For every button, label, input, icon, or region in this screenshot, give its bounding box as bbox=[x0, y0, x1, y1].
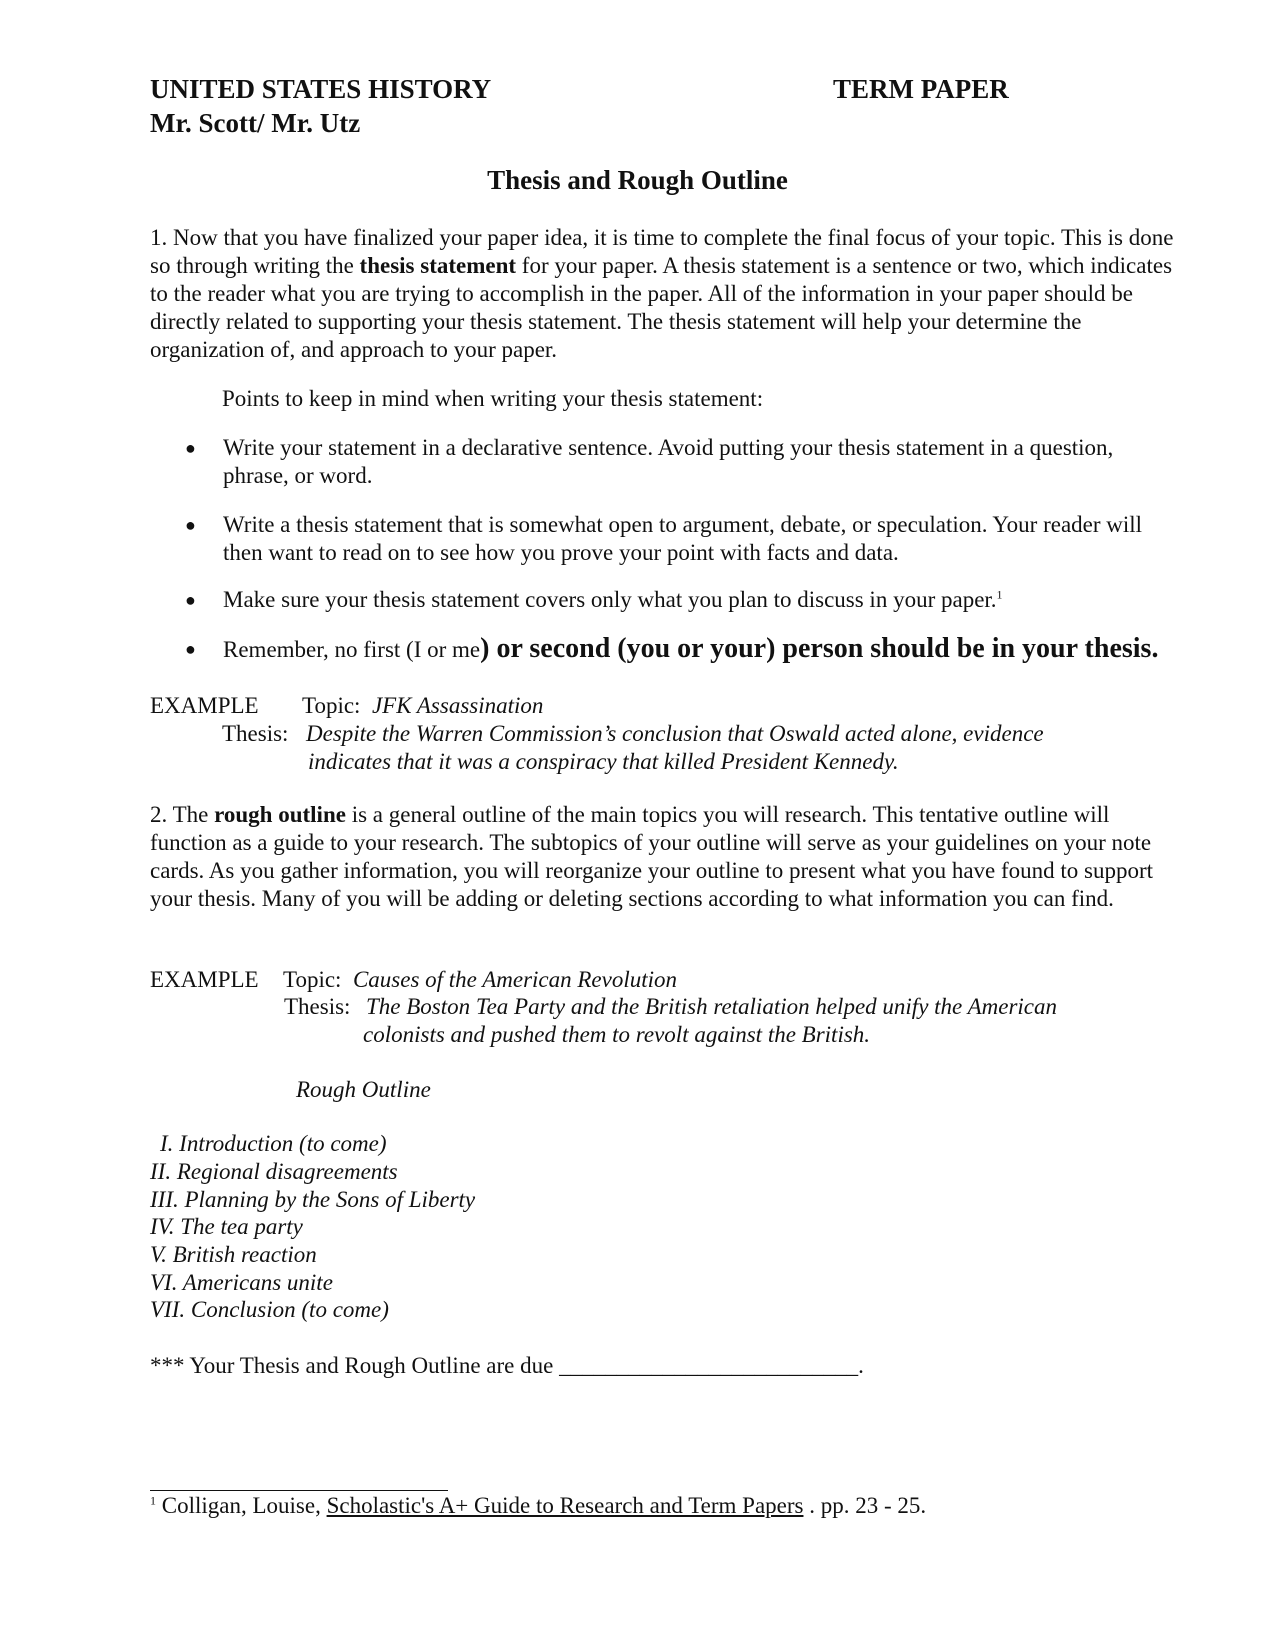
example-topic bbox=[302, 692, 543, 720]
example-label: EXAMPLE bbox=[150, 967, 259, 992]
section2-paragraph bbox=[150, 801, 1190, 913]
outline-item: V. British reaction bbox=[150, 1242, 317, 1267]
example-topic bbox=[283, 966, 677, 994]
bullet-text-part-b: ) or second (you or your) person should be in your thesis. bbox=[480, 633, 1159, 664]
points-intro: Points to keep in mind when writing your thesis statement: bbox=[222, 386, 764, 411]
bullet-icon: ● bbox=[185, 590, 196, 610]
footnote-divider bbox=[150, 1490, 448, 1491]
course-title: UNITED STATES HISTORY bbox=[150, 74, 492, 104]
bullet-icon: ● bbox=[185, 438, 196, 458]
topic-value: JFK Assassination bbox=[371, 693, 544, 718]
bullet-text-main: Make sure your thesis statement covers only what you plan to discuss in your paper. bbox=[223, 587, 997, 612]
bullet-text: Write your statement in a declarative sentence. Avoid putting your thesis statement in a question, phrase, or word. bbox=[223, 435, 1114, 488]
section1-paragraph bbox=[150, 224, 1190, 364]
example-label: EXAMPLE bbox=[150, 693, 259, 718]
bullet-icon: ● bbox=[185, 515, 196, 535]
teacher-names: Mr. Scott/ Mr. Utz bbox=[150, 108, 361, 138]
bullet-text bbox=[223, 586, 1143, 614]
section2-text-b: is a general outline of the main topics you will research. This tentative outline will function as a guide to your research. The subtopics of your outline will serve as your guidelines on your note cards. As you gather information, you will reorganize your outline to present what you have found to support your thesis. Many of you will be adding or deleting sections according to what information you can find. bbox=[150, 802, 1154, 911]
outline-item: I. Introduction (to come) bbox=[160, 1131, 387, 1156]
footnote-pages: . pp. 23 - 25. bbox=[803, 1493, 927, 1518]
example-thesis-line2: indicates that it was a conspiracy that killed President Kennedy. bbox=[308, 749, 899, 774]
section1-text-a: 1. Now that you have finalized your paper idea, it is time to complete the final focus of your topic. This is done so through writing the bbox=[150, 225, 1174, 278]
rough-outline-term: rough outline bbox=[214, 802, 346, 827]
example-thesis-label: Thesis: bbox=[284, 994, 351, 1019]
outline-item: IV. The tea party bbox=[150, 1214, 303, 1239]
page-title: Thesis and Rough Outline bbox=[487, 165, 788, 195]
footnote-mark: 1 bbox=[150, 1493, 156, 1508]
footnote-book-title: Scholastic's A+ Guide to Research and Term Papers bbox=[326, 1493, 804, 1518]
due-date-line: *** Your Thesis and Rough Outline are due __________________________. bbox=[150, 1353, 864, 1378]
example-thesis-line1: The Boston Tea Party and the British retaliation helped unify the American bbox=[366, 994, 1057, 1019]
topic-label: Topic: bbox=[302, 693, 361, 718]
outline-item: II. Regional disagreements bbox=[150, 1159, 398, 1184]
bullet-text: Write a thesis statement that is somewhat open to argument, debate, or speculation. Your reader will then want to read on to see how you prove your point with facts and data. bbox=[223, 512, 1143, 565]
section2-text-a: 2. The bbox=[150, 802, 215, 827]
outline-item: VII. Conclusion (to come) bbox=[150, 1297, 389, 1322]
outline-item: VI. Americans unite bbox=[150, 1270, 333, 1295]
footnote bbox=[150, 1492, 926, 1520]
footnote-reference: 1 bbox=[996, 587, 1003, 602]
outline-item: III. Planning by the Sons of Liberty bbox=[150, 1187, 476, 1212]
example-thesis-line1: Despite the Warren Commission’s conclusion that Oswald acted alone, evidence bbox=[306, 721, 1044, 746]
bullet-text bbox=[223, 633, 1159, 664]
topic-value: Causes of the American Revolution bbox=[352, 967, 678, 992]
assignment-title: TERM PAPER bbox=[833, 74, 1009, 104]
example-thesis-line2: colonists and pushed them to revolt against the British. bbox=[363, 1022, 871, 1047]
section1-text-b: for your paper. A thesis statement is a sentence or two, which indicates to the reader what you are trying to accomplish in the paper. All of the information in your paper should be directly related to supporting your thesis statement. The thesis statement will help your determine the organization of, and approach to your paper. bbox=[150, 253, 1173, 362]
footnote-author: Colligan, Louise, bbox=[156, 1493, 327, 1518]
example-thesis-label: Thesis: bbox=[222, 721, 289, 746]
bullet-icon: ● bbox=[185, 639, 196, 659]
thesis-statement-term: thesis statement bbox=[359, 253, 517, 278]
topic-label: Topic: bbox=[283, 967, 342, 992]
outline-heading: Rough Outline bbox=[296, 1077, 431, 1102]
bullet-text-part-a: Remember, no first (I or me bbox=[223, 637, 481, 662]
